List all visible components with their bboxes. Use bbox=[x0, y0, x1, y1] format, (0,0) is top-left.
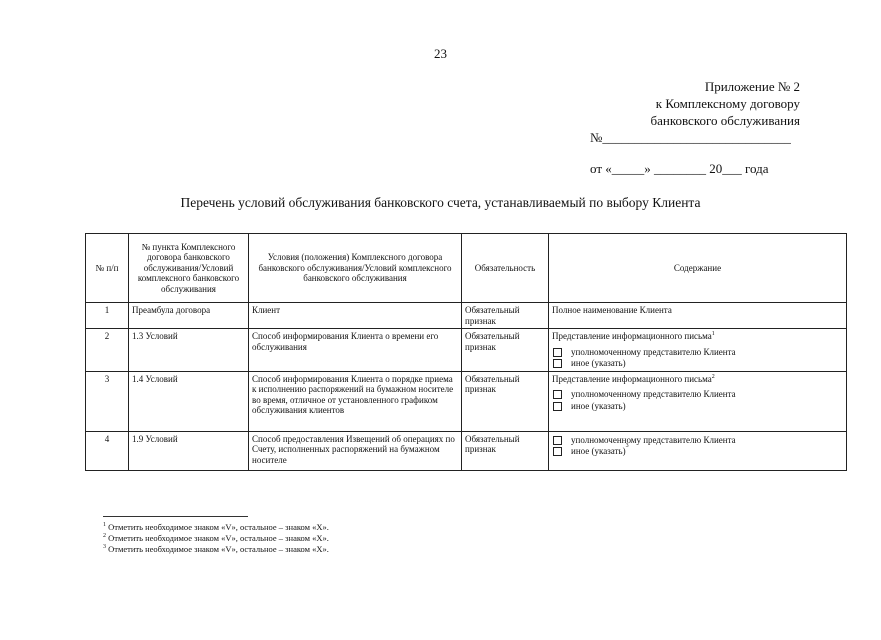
row-content bbox=[549, 329, 847, 372]
checkbox-icon[interactable] bbox=[553, 402, 562, 411]
checkbox-option[interactable]: иное (указать) 3 bbox=[552, 446, 843, 457]
row-required: Обязательный признак bbox=[462, 303, 549, 329]
row-number: 4 bbox=[86, 431, 129, 470]
row-content bbox=[549, 431, 847, 470]
footnote-mark: 3 bbox=[103, 544, 106, 551]
page-number: 23 bbox=[434, 46, 447, 61]
header-num: № п/п bbox=[86, 234, 129, 303]
row-content bbox=[549, 371, 847, 431]
checkbox-icon[interactable] bbox=[553, 447, 562, 456]
appendix-header bbox=[590, 78, 800, 177]
checkbox-option[interactable] bbox=[552, 401, 843, 412]
checkbox-option[interactable] bbox=[552, 347, 843, 358]
option-label: уполномоченному представителю Клиента bbox=[571, 346, 736, 357]
row-required: Обязательный признак bbox=[462, 431, 549, 470]
footnotes bbox=[103, 522, 329, 555]
footnote-ref: 2 bbox=[711, 373, 715, 380]
table-header-row bbox=[86, 234, 847, 303]
footnote-text: Отметить необходимое знаком «V», остальное – знаком «Х». bbox=[108, 522, 329, 532]
footnote-mark: 1 bbox=[103, 522, 106, 529]
header-content: Содержание bbox=[549, 234, 847, 303]
row-required: Обязательный признак bbox=[462, 371, 549, 431]
option-label: уполномоченному представителю Клиента bbox=[571, 389, 736, 399]
appendix-contract-ref: к Комплексному договору bbox=[655, 96, 800, 111]
option-label: иное (указать) bbox=[571, 400, 626, 411]
option-label: уполномоченному представителю Клиента bbox=[571, 434, 736, 445]
row-condition: Клиент bbox=[249, 303, 462, 329]
footnote-2 bbox=[103, 533, 329, 544]
table-row bbox=[86, 303, 847, 329]
footnote-3 bbox=[103, 544, 329, 555]
row-number: 3 bbox=[86, 371, 129, 431]
appendix-title: Приложение № 2 bbox=[704, 79, 800, 94]
footnote-mark: 2 bbox=[103, 533, 106, 540]
checkbox-icon[interactable] bbox=[553, 436, 562, 445]
table-row bbox=[86, 371, 847, 431]
conditions-table bbox=[85, 233, 847, 471]
footnote-1 bbox=[103, 522, 329, 533]
checkbox-icon[interactable] bbox=[553, 359, 562, 368]
row-item: 1.4 Условий bbox=[129, 371, 249, 431]
row-item: 1.3 Условий bbox=[129, 329, 249, 372]
footnote-text: Отметить необходимое знаком «V», остальное – знаком «Х». bbox=[108, 544, 329, 554]
row-item: Преамбула договора bbox=[129, 303, 249, 329]
row-condition: Способ информирования Клиента о времени его обслуживания bbox=[249, 329, 462, 372]
checkbox-option[interactable] bbox=[552, 435, 843, 446]
document-title: Перечень условий обслуживания банковского счета, устанавливаемый по выбору Клиента bbox=[180, 195, 701, 210]
appendix-date-line: от «_____» ________ 20___ года bbox=[590, 161, 769, 176]
table-row bbox=[86, 329, 847, 372]
checkbox-icon[interactable] bbox=[553, 390, 562, 399]
option-label: иное (указать) bbox=[571, 358, 626, 368]
row-condition: Способ информирования Клиента о порядке приема к исполнению распоряжений на бумажном носителе во время, отличное от установленного графиком обслуживания клиентов bbox=[249, 371, 462, 431]
footnote-separator bbox=[103, 516, 248, 517]
row-content bbox=[549, 303, 847, 329]
header-condition: Условия (положения) Комплексного договора банковского обслуживания/Условий комплексного банковского обслуживания bbox=[249, 234, 462, 303]
row-condition: Способ предоставления Извещений об операциях по Счету, исполненных распоряжений на бумажном носителе bbox=[249, 431, 462, 470]
checkbox-option[interactable] bbox=[552, 358, 843, 369]
content-text: Полное наименование Клиента bbox=[552, 305, 672, 315]
row-number: 1 bbox=[86, 303, 129, 329]
content-text: Представление информационного письма$^2$ bbox=[552, 373, 715, 384]
table-row bbox=[86, 431, 847, 470]
header-item: № пункта Комплексного договора банковского обслуживания/Условий комплексного банковского обслуживания bbox=[129, 234, 249, 303]
option-label: иное (указать) bbox=[571, 446, 626, 456]
checkbox-option[interactable] bbox=[552, 389, 843, 400]
row-item: 1.9 Условий bbox=[129, 431, 249, 470]
header-required: Обязательность bbox=[462, 234, 549, 303]
row-required: Обязательный признак bbox=[462, 329, 549, 372]
checkbox-icon[interactable] bbox=[553, 348, 562, 357]
content-text: Представление информационного письма$^1$ bbox=[552, 331, 715, 341]
footnote-ref: 1 bbox=[711, 331, 715, 337]
footnote-text: Отметить необходимое знаком «V», остальное – знаком «Х». bbox=[108, 533, 329, 543]
appendix-number-line: №_____________________________ bbox=[590, 130, 791, 145]
appendix-contract-type: банковского обслуживания bbox=[650, 113, 800, 128]
row-number: 2 bbox=[86, 329, 129, 372]
